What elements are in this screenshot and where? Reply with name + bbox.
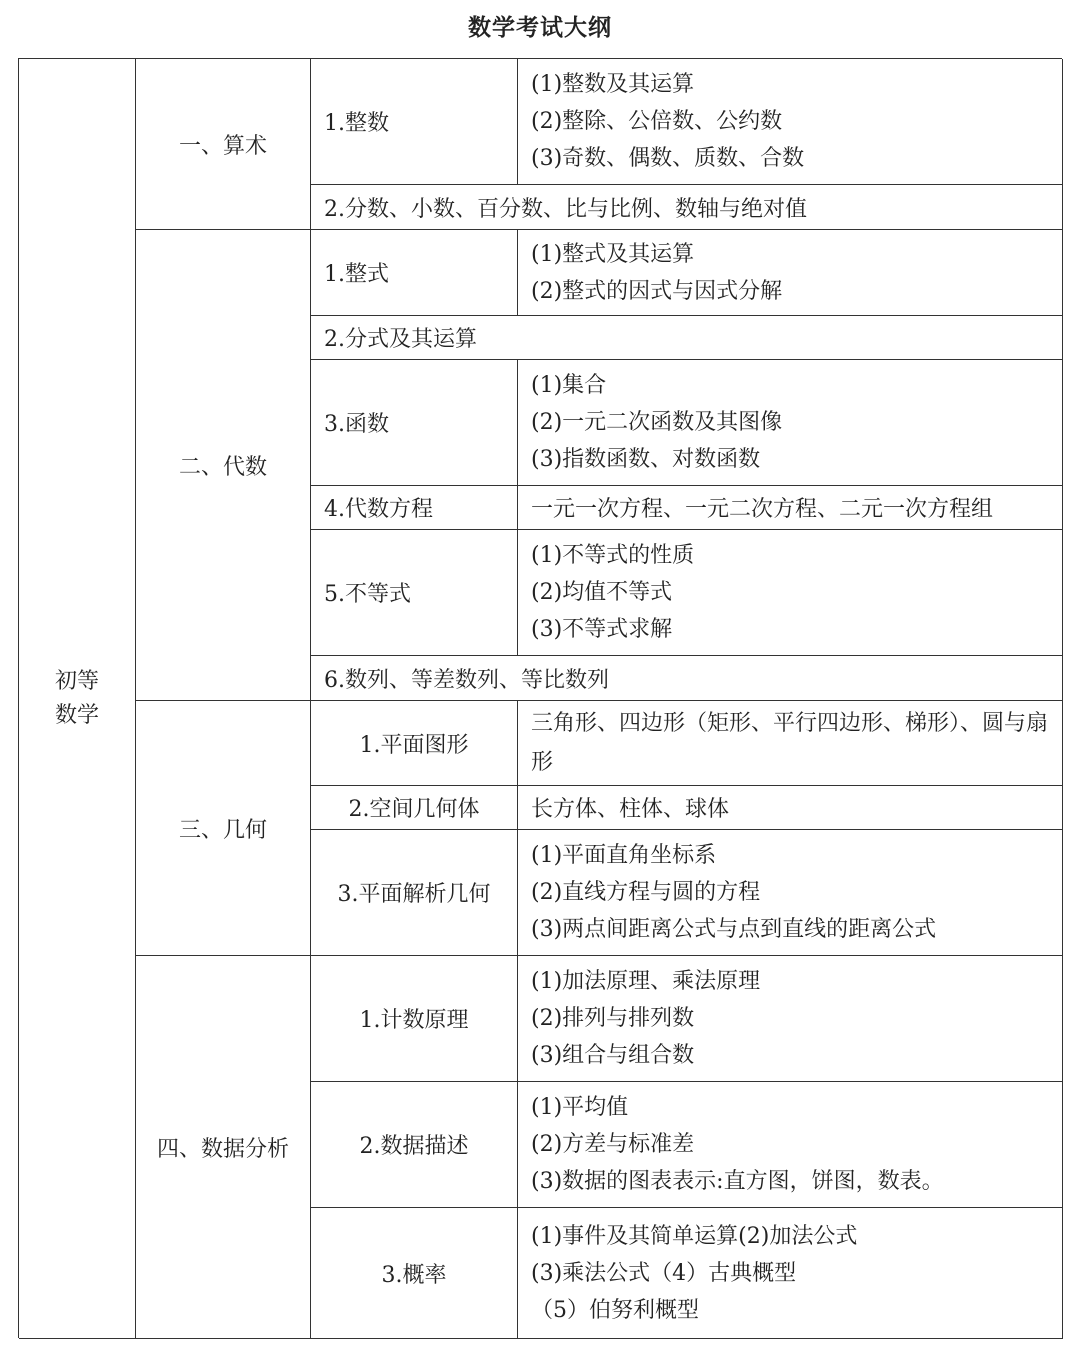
syllabus-table xyxy=(18,58,1062,1338)
section-label: 一、算术 xyxy=(178,133,267,159)
topic-integers xyxy=(311,59,518,185)
item-line: (1)整数及其运算 xyxy=(531,72,695,97)
topic-label: 2.数据描述 xyxy=(359,1134,469,1159)
topic-label: 2.分数、小数、百分数、比与比例、数轴与绝对值 xyxy=(324,196,807,222)
topic-label: 3.概率 xyxy=(381,1262,447,1288)
item-line: 一元一次方程、一元二次方程、二元一次方程组 xyxy=(531,497,994,522)
topic-probability xyxy=(311,1208,518,1339)
section-arithmetic xyxy=(136,59,311,230)
topic-label: 3.平面解析几何 xyxy=(337,882,491,907)
topic-polynomials xyxy=(311,230,518,316)
topic-label: 1.计数原理 xyxy=(359,1008,469,1033)
section-label: 二、代数 xyxy=(178,454,267,480)
level-cell xyxy=(19,59,136,1339)
topic-counting xyxy=(311,956,518,1082)
topic-label: 2.空间几何体 xyxy=(348,797,480,822)
topic-label: 4.代数方程 xyxy=(324,497,433,522)
item-line: 长方体、柱体、球体 xyxy=(531,797,730,822)
item-line: (2)方差与标准差 xyxy=(531,1132,695,1157)
topic-label: 1.整数 xyxy=(324,111,389,136)
topic-plane-figures-items xyxy=(518,701,1063,786)
item-line: (3)两点间距离公式与点到直线的距离公式 xyxy=(531,917,937,942)
topic-functions xyxy=(311,360,518,486)
topic-inequalities xyxy=(311,530,518,656)
item-line: 三角形、四边形（矩形、平行四边形、梯形）、圆与扇形 xyxy=(531,711,1049,775)
item-line: (2)整除、公倍数、公约数 xyxy=(531,109,783,134)
topic-sequences xyxy=(311,656,1063,701)
topic-counting-items xyxy=(518,956,1063,1082)
topic-label: 6.数列、等差数列、等比数列 xyxy=(324,667,609,693)
topic-probability-items xyxy=(518,1208,1063,1339)
topic-label: 1.平面图形 xyxy=(359,732,469,758)
item-line: (2)一元二次函数及其图像 xyxy=(531,410,783,435)
topic-label: 2.分式及其运算 xyxy=(324,327,477,352)
topic-label: 5.不等式 xyxy=(324,582,411,607)
item-line: (2)直线方程与圆的方程 xyxy=(531,880,761,905)
topic-label: 3.函数 xyxy=(324,412,389,437)
section-label: 四、数据分析 xyxy=(156,1136,289,1162)
item-line: (3)奇数、偶数、质数、合数 xyxy=(531,146,805,171)
topic-data-description-items xyxy=(518,1082,1063,1208)
level-label-line: 初等 xyxy=(54,668,99,694)
topic-plane-figures xyxy=(311,701,518,786)
item-line: (1)事件及其简单运算(2)加法公式 xyxy=(531,1223,858,1249)
item-line: (3)数据的图表表示:直方图，饼图，数表。 xyxy=(531,1169,944,1194)
topic-data-description xyxy=(311,1082,518,1208)
level-label-line: 数学 xyxy=(54,702,99,728)
topic-fractions xyxy=(311,185,1063,230)
topic-solid-geometry xyxy=(311,786,518,830)
section-label: 三、几何 xyxy=(178,817,267,843)
topic-functions-items xyxy=(518,360,1063,486)
item-line: (3)不等式求解 xyxy=(531,617,673,642)
topic-integers-items xyxy=(518,59,1063,185)
topic-inequalities-items xyxy=(518,530,1063,656)
item-line: (1)不等式的性质 xyxy=(531,543,695,568)
item-line: (1)加法原理、乘法原理 xyxy=(531,969,761,994)
topic-equations xyxy=(311,486,518,530)
topic-equations-items xyxy=(518,486,1063,530)
section-algebra xyxy=(136,230,311,701)
section-data-analysis xyxy=(136,956,311,1339)
section-geometry xyxy=(136,701,311,956)
item-line: (1)整式及其运算 xyxy=(531,241,695,267)
item-line: （5）伯努利概型 xyxy=(531,1297,699,1323)
item-line: (1)集合 xyxy=(531,373,607,398)
item-line: (3)组合与组合数 xyxy=(531,1043,695,1068)
topic-rational-expressions xyxy=(311,316,1063,360)
topic-polynomials-items xyxy=(518,230,1063,316)
item-line: (3)指数函数、对数函数 xyxy=(531,447,761,472)
item-line: (2)排列与排列数 xyxy=(531,1006,695,1031)
topic-solid-geometry-items xyxy=(518,786,1063,830)
topic-analytic-geometry-items xyxy=(518,830,1063,956)
item-line: (3)乘法公式（4）古典概型 xyxy=(531,1260,797,1286)
topic-label: 1.整式 xyxy=(324,262,389,287)
topic-analytic-geometry xyxy=(311,830,518,956)
item-line: (1)平均值 xyxy=(531,1095,629,1120)
page-title: 数学考试大纲 xyxy=(468,15,612,41)
item-line: (2)整式的因式与因式分解 xyxy=(531,278,783,304)
item-line: (1)平面直角坐标系 xyxy=(531,843,717,868)
item-line: (2)均值不等式 xyxy=(531,580,673,605)
